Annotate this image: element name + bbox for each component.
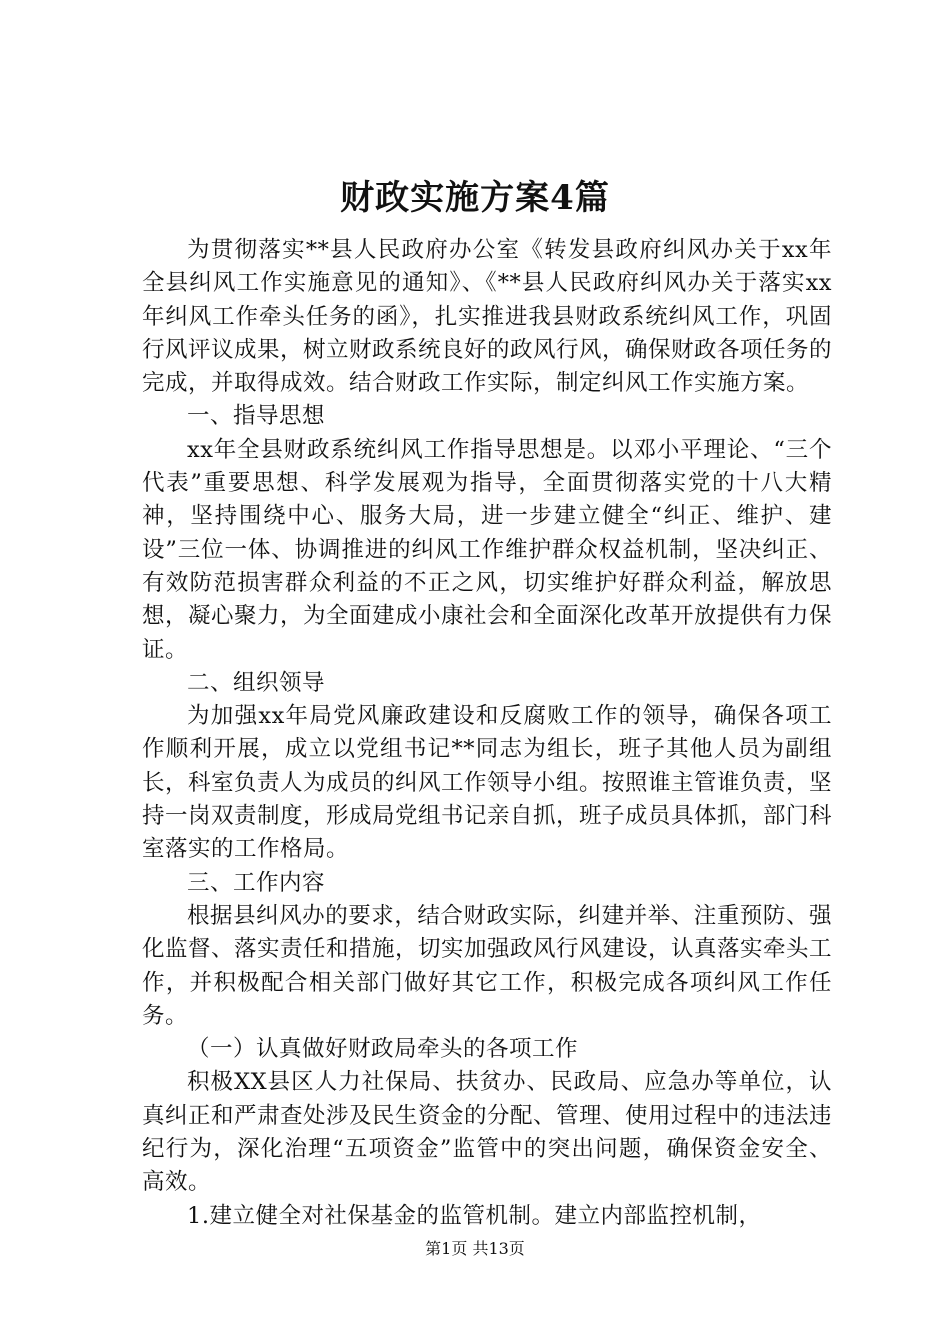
document-body <box>142 234 832 1233</box>
paragraph-item-1: 1.建立健全对社保基金的监管机制。建立内部监控机制， <box>187 1202 762 1229</box>
paragraph-organization: 为加强xx年局党风廉政建设和反腐败工作的领导，确保各项工作顺利开展，成立以党组书记**同志为组长，班子其他人员为副组长，科室负责人为成员的纠风工作领导小组。按照谁主管谁负责，坚持一岗双责制度，形成局党组书记亲自抓，班子成员具体抓，部门科室落实的工作格局。 <box>142 703 833 863</box>
paragraph-guiding-ideology: xx年全县财政系统纠风工作指导思想是。以邓小平理论、“三个代表”重要思想、科学发展观为指导，全面贯彻落实党的十八大精神，坚持围绕中心、服务大局，进一步建立健全“纠正、维护、建设”三位一体、协调推进的纠风工作维护群众权益机制，坚决纠正、有效防范损害群众利益的不正之风，切实维护好群众利益，解放思想，凝心聚力，为全面建成小康社会和全面深化改革开放提供有力保证。 <box>142 436 833 663</box>
section-heading-guiding-ideology: 一、指导思想 <box>187 403 326 430</box>
subsection-heading-lead-work: （一）认真做好财政局牵头的各项工作 <box>187 1036 579 1063</box>
section-heading-work-content: 三、工作内容 <box>187 869 326 896</box>
paragraph-work-content: 根据县纠风办的要求，结合财政实际，纠建并举、注重预防、强化监督、落实责任和措施，切实加强政风行风建设，认真落实牵头工作，并积极配合相关部门做好其它工作，积极完成各项纠风工作任务。 <box>142 902 833 1029</box>
document-title: 财政实施方案4篇 <box>340 178 610 218</box>
paragraph-intro: 为贯彻落实**县人民政府办公室《转发县政府纠风办关于xx年全县纠风工作实施意见的通知》、《**县人民政府纠风办关于落实xx年纠风工作牵头任务的函》，扎实推进我县财政系统纠风工作，巩固行风评议成果，树立财政系统良好的政风行风，确保财政各项任务的完成，并取得成效。结合财政工作实际，制定纠风工作实施方案。 <box>142 237 833 397</box>
paragraph-lead-work: 积极XX县区人力社保局、扶贫办、民政局、应急办等单位，认真纠正和严肃查处涉及民生资金的分配、管理、使用过程中的违法违纪行为，深化治理“五项资金”监管中的突出问题，确保资金安全、高效。 <box>142 1069 833 1196</box>
page-footer: 第1页 共13页 <box>425 1239 525 1258</box>
section-heading-organization: 二、组织领导 <box>187 669 326 696</box>
